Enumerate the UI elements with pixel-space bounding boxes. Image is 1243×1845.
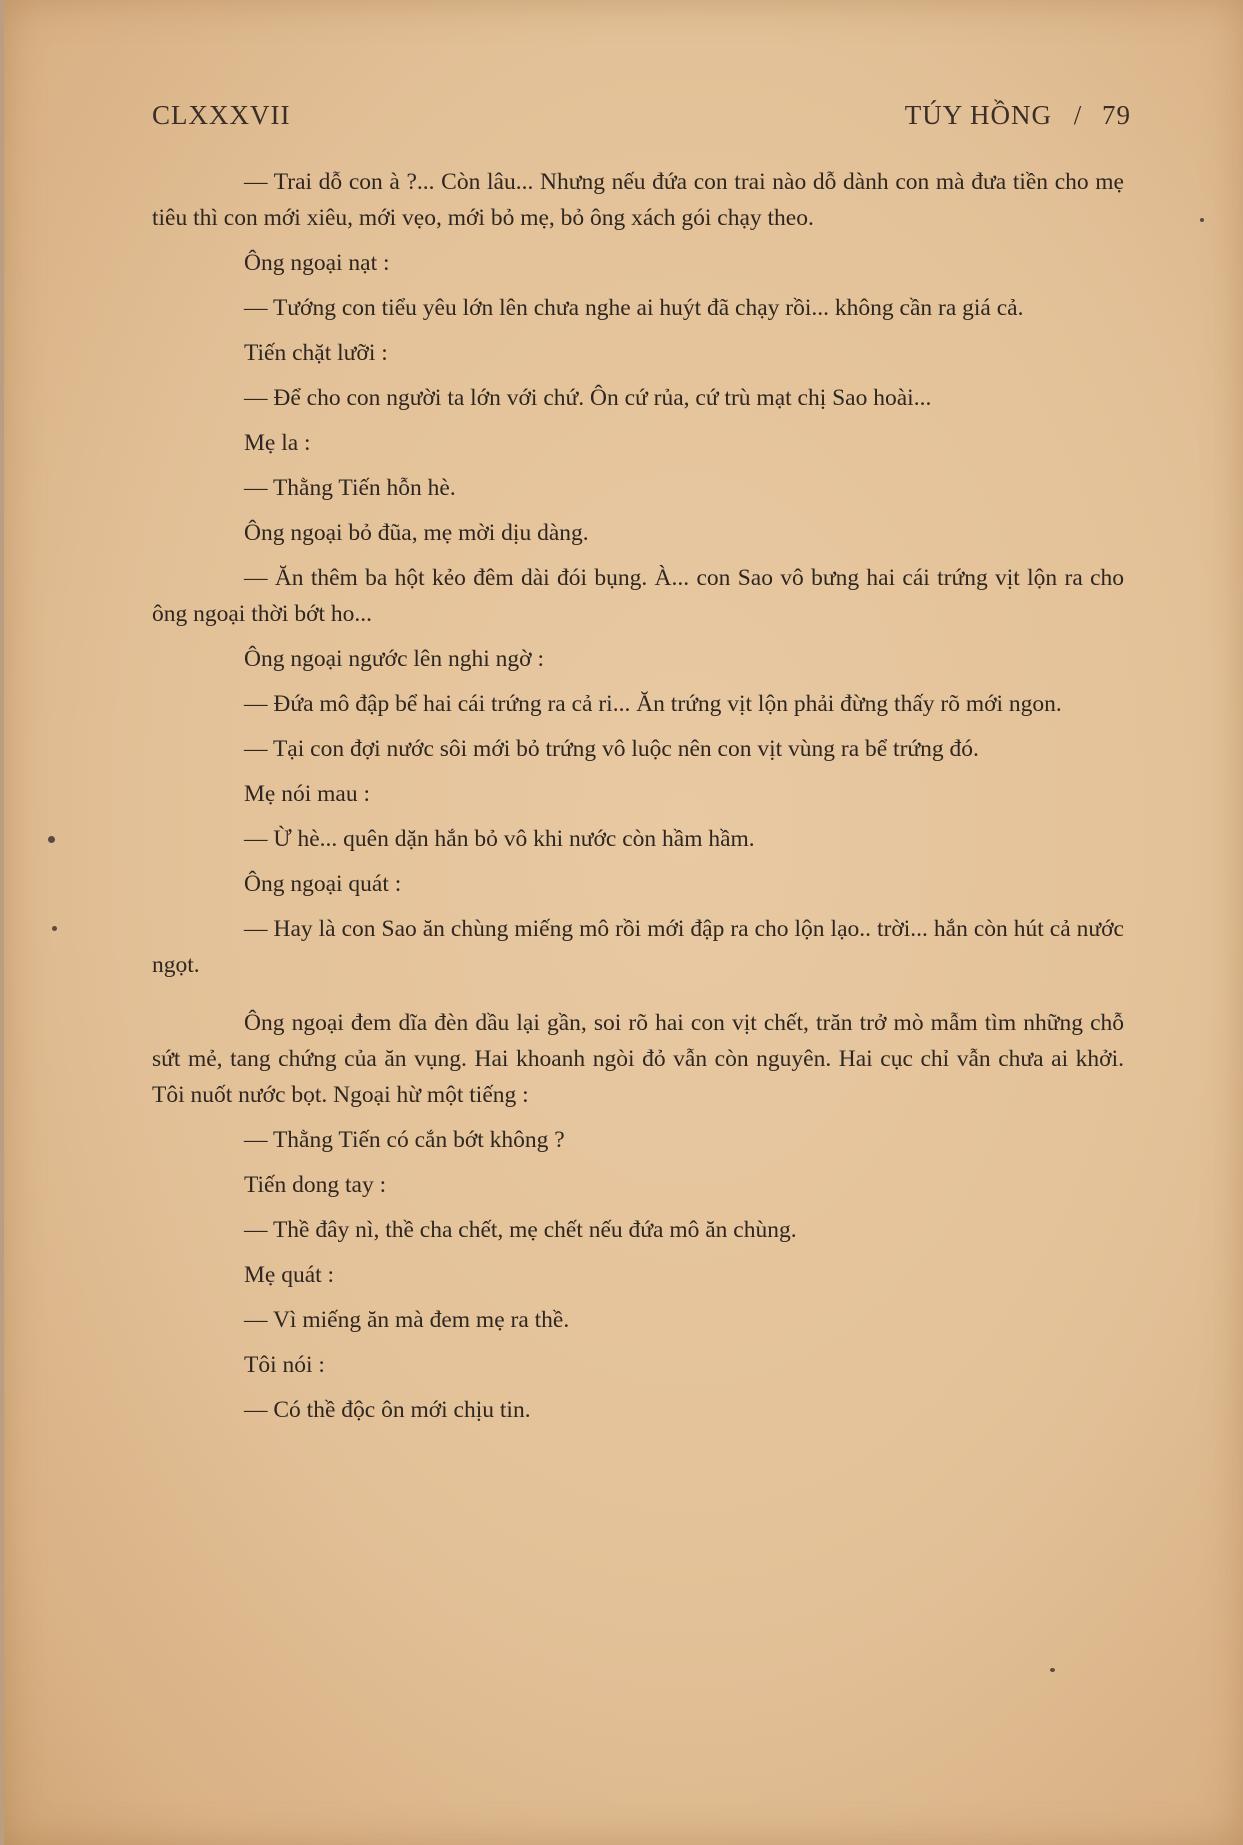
paper-speck (48, 836, 55, 843)
paragraph: Ông ngoại nạt : (244, 250, 390, 276)
paragraph: Tiến dong tay : (244, 1172, 387, 1198)
paragraph: Mẹ nói mau : (244, 781, 370, 807)
header-separator: / (1073, 100, 1083, 130)
paragraph: Mẹ la : (244, 430, 311, 456)
paragraph: — Vì miếng ăn mà đem mẹ ra thề. (244, 1307, 570, 1333)
paper-speck (1050, 1668, 1055, 1672)
page-number: 79 (1102, 100, 1131, 130)
running-head (905, 100, 1131, 131)
body-text (152, 164, 1124, 1437)
paragraph: — Tướng con tiểu yêu lớn lên chưa nghe ai huýt đã chạy rồi... không cần ra giá cả. (244, 295, 1024, 321)
paragraph: Ông ngoại quát : (244, 871, 402, 897)
book-title: TÚY HỒNG (904, 100, 1052, 130)
paragraph: Tiến chặt lưỡi : (244, 340, 388, 366)
paragraph: — Thằng Tiến hỗn hè. (244, 475, 456, 501)
paragraph: — Để cho con người ta lớn với chứ. Ôn cứ rủa, cứ trù mạt chị Sao hoài... (244, 385, 932, 411)
paragraph: Ông ngoại đem dĩa đèn dầu lại gần, soi rõ hai con vịt chết, trăn trở mò mẫm tìm những chỗ sứt mẻ, tang chứng của ăn vụng. Hai khoanh ngòi đỏ vẫn còn nguyên. Hai cục chỉ vẫn chưa ai khởi. Tôi nuốt nước bọt. Ngoại hừ một tiếng : (152, 1010, 1124, 1108)
paragraph: Tôi nói : (244, 1352, 325, 1378)
paragraph: Mẹ quát : (244, 1262, 335, 1288)
paragraph: — Ăn thêm ba hột kẻo đêm dài đói bụng. À... con Sao vô bưng hai cái trứng vịt lộn ra cho ông ngoại thời bớt ho... (152, 565, 1124, 627)
paragraph: Ông ngoại ngước lên nghi ngờ : (244, 646, 544, 672)
page-header (152, 100, 1131, 140)
paragraph: — Trai dỗ con à ?... Còn lâu... Nhưng nếu đứa con trai nào dỗ dành con mà đưa tiền cho mẹ tiêu thì con mới xiêu, mới vẹo, mới bỏ mẹ, bỏ ông xách gói chạy theo. (152, 169, 1124, 231)
paragraph: — Tại con đợi nước sôi mới bỏ trứng vô luộc nên con vịt vùng ra bể trứng đó. (244, 736, 979, 762)
paragraph: — Hay là con Sao ăn chùng miếng mô rồi mới đập ra cho lộn lạo.. trời... hắn còn hút cả nước ngọt. (152, 916, 1124, 978)
paragraph: — Đứa mô đập bể hai cái trứng ra cả ri... Ăn trứng vịt lộn phải đừng thấy rõ mới ngon. (244, 691, 1062, 717)
chapter-number: CLXXXVII (152, 100, 291, 130)
paper-speck (52, 926, 57, 931)
paragraph: — Ừ hè... quên dặn hắn bỏ vô khi nước còn hầm hầm. (244, 826, 755, 852)
paragraph: — Thề đây nì, thề cha chết, mẹ chết nếu đứa mô ăn chùng. (244, 1217, 797, 1243)
book-page (4, 0, 1243, 1845)
paragraph: — Thằng Tiến có cắn bớt không ? (244, 1127, 565, 1153)
paragraph: — Có thề độc ôn mới chịu tin. (244, 1397, 531, 1423)
paper-speck (1200, 218, 1204, 222)
paragraph: Ông ngoại bỏ đũa, mẹ mời dịu dàng. (244, 520, 589, 546)
